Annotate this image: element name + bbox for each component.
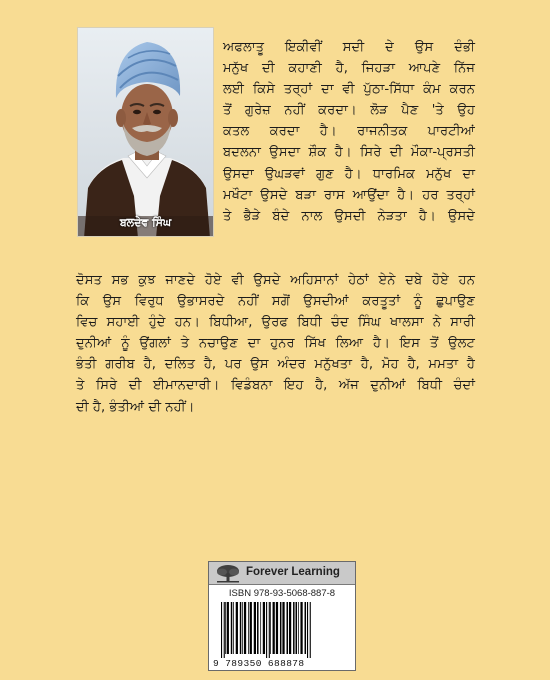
barcode-bar [298, 602, 299, 654]
barcode-bar [273, 602, 275, 654]
barcode-bar [240, 602, 242, 654]
blurb-top-line: ਅਫਲਾਤੂ ਇਕੀਵੀਂ ਸਦੀ ਦੇ ਉਸ ਦੰਭੀ [223, 40, 475, 55]
barcode-bar [244, 602, 246, 654]
barcode-bar [289, 602, 291, 654]
barcode-bar [260, 602, 261, 654]
blurb-bottom [76, 270, 475, 418]
blurb-bottom-line: ਦੋਸਤ ਸਭ ਕੁਝ ਜਾਣਦੇ ਹੋਏ ਵੀ ਉਸਦੇ ਅਹਿਸਾਨਾਂ ਹੇਠਾਂ ਏਨੇ ਦਬੇ ਹੋਏ ਹਨ [76, 273, 475, 288]
barcode-bar [257, 602, 259, 654]
barcode-bar [300, 602, 302, 654]
barcode-bar [248, 602, 249, 654]
blurb-bottom-line: ਦੀ ਹੈ, ਭੰਤੀਆਂ ਦੀ ਨਹੀਂ। [76, 399, 195, 415]
barcode-bar [282, 602, 284, 654]
tree-icon [215, 564, 241, 583]
blurb-bottom-line: ਤੇ ਸਿਰੇ ਦੀ ਈਮਾਨਦਾਰੀ। ਵਿਡੰਬਨਾ ਇਹ ਹੈ, ਅੱਜ ਦੁਨੀਆਂ ਬਿਧੀ ਚੰਦਾਂ [76, 378, 475, 394]
barcode-bar [307, 602, 308, 658]
blurb-top-line: ਉਸਦਾ ਉਘੜਵਾਂ ਗੁਣ ਹੈ। ਧਾਰਮਿਕ ਮਨੁੱਖ ਦਾ [223, 166, 475, 182]
barcode-bar [276, 602, 278, 654]
blurb-top-line: ਤੇ ਭੈੜੇ ਬੰਦੇ ਨਾਲ ਉਸਦੀ ਨੇੜਤਾ ਹੈ। ਉਸਦੇ [223, 208, 475, 224]
barcode [219, 602, 347, 658]
barcode-bar [269, 602, 270, 658]
isbn-barcode-panel [208, 561, 356, 671]
blurb-top-line: ਬਦਲਨਾ ਉਸਦਾ ਸ਼ੌਕ ਹੈ। ਸਿਰੇ ਦੀ ਮੌਕਾ-ਪ੍ਰਸਤੀ [223, 145, 475, 161]
author-name-caption: ਬਲਦੇਵ ਸਿੰਘ [119, 216, 172, 229]
barcode-bar [266, 602, 267, 658]
barcode-bar [221, 602, 222, 658]
publisher-name: Forever Learning [246, 566, 340, 578]
barcode-bar [270, 602, 271, 654]
barcode-bar [305, 602, 307, 654]
barcode-bar [242, 602, 243, 654]
barcode-bar [287, 602, 289, 654]
blurb-bottom-line: ਵਿਚ ਸਹਾਈ ਹੁੰਦੇ ਹਨ। ਬਿਧੀਆ, ਉਰਫ ਬਿਧੀ ਚੰਦ ਸਿੰਘ ਖਾਲਸਾ ਨੇ ਸਾਰੀ [76, 315, 475, 331]
barcode-bar [236, 602, 238, 654]
barcode-bar [310, 602, 311, 658]
blurb-top-line: ਮਨੁੱਖ ਦੀ ਕਹਾਣੀ ਹੈ, ਜਿਹੜਾ ਆਪਣੇ ਨਿੱਜ [223, 61, 475, 77]
blurb-bottom-line: ਕਿ ਉਸ ਵਿਰੁਧ ਉਭਾਸਰਦੇ ਨਹੀਂ ਸਗੋਂ ਉਸਦੀਆਂ ਕਰਤੂਤਾਂ ਨੂੰ ਛੁਪਾਉਣ [76, 294, 475, 310]
blurb-bottom-line: ਭੰਤੀ ਗਰੀਬ ਹੈ, ਦਲਿਤ ਹੈ, ਪਰ ਉਸ ਅੰਦਰ ਮਨੁੱਖਤਾ ਹੈ, ਮੋਹ ਹੈ, ਮਮਤਾ ਹੈ [76, 357, 475, 373]
blurb-top-line: ਕਤਲ ਕਰਦਾ ਹੈ। ਰਾਜਨੀਤਕ ਪਾਰਟੀਆਂ [223, 124, 475, 140]
barcode-bar [227, 602, 229, 654]
barcode-digits: 9 789350 688878 [213, 658, 305, 669]
barcode-bar [254, 602, 256, 654]
author-portrait-illustration [78, 28, 214, 237]
blurb-top-line: ਲਈ ਕਿਸੇ ਤਰ੍ਹਾਂ ਦਾ ਵੀ ਪੁੱਠਾ-ਸਿੱਧਾ ਕੰਮ ਕਰਨ [223, 82, 475, 98]
blurb-top [223, 37, 475, 227]
author-photo [77, 27, 214, 237]
blurb-top-line: ਮਖੌਟਾ ਉਸਦੇ ਬੜਾ ਰਾਸ ਆਉਂਦਾ ਹੈ। ਹਰ ਤਰ੍ਹਾਂ [223, 187, 475, 203]
publisher-bar [209, 562, 355, 585]
barcode-bar [293, 602, 295, 654]
barcode-bar [224, 602, 225, 658]
barcode-bar [225, 602, 226, 654]
barcode-bar [263, 602, 265, 654]
barcode-bar [296, 602, 298, 654]
barcode-bar [280, 602, 282, 654]
barcode-bar [250, 602, 252, 654]
barcode-bar [233, 602, 234, 654]
barcode-bar [231, 602, 233, 654]
blurb-top-line: ਤੋਂ ਗੁਰੇਜ਼ ਨਹੀਂ ਕਰਦਾ। ਲੋੜ ਪੈਣ 'ਤੇ ਉਹ [223, 103, 475, 119]
blurb-bottom-line: ਦੁਨੀਆਂ ਨੂੰ ਉਂਗਲਾਂ ਤੇ ਨਚਾਉਣ ਦਾ ਹੁਨਰ ਸਿੱਖ ਲਿਆ ਹੈ। ਇਸ ਤੋਂ ਉਲਟ [76, 336, 475, 352]
isbn-label: ISBN 978-93-5068-887-8 [228, 588, 336, 599]
